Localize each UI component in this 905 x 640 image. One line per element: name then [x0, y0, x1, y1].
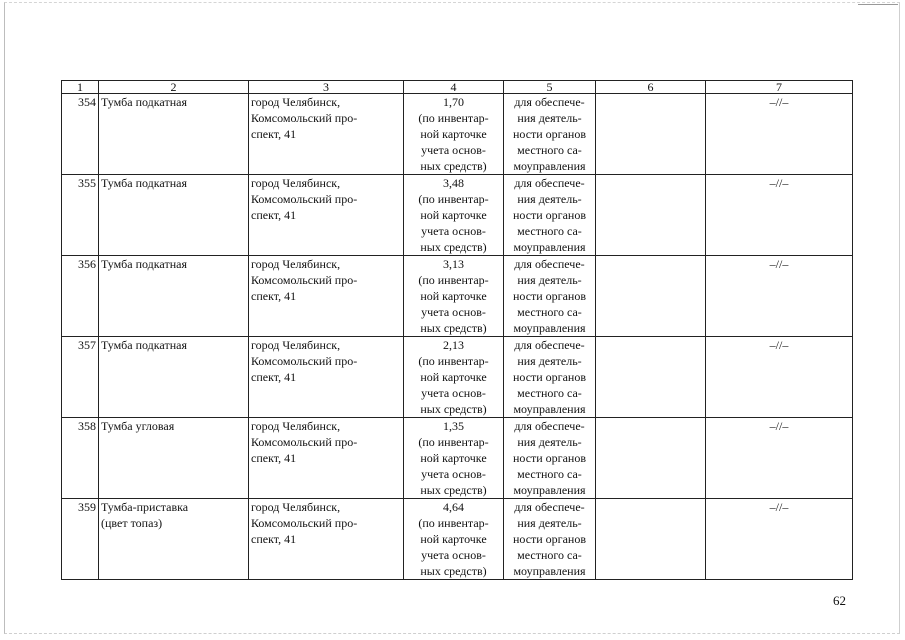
item-col6: [596, 256, 706, 337]
item-col6: [596, 499, 706, 580]
item-col7: –//–: [706, 418, 853, 499]
table-row: [62, 418, 853, 499]
header-col-1: 1: [62, 81, 99, 94]
item-col7: –//–: [706, 256, 853, 337]
item-col6: [596, 175, 706, 256]
table-body: [62, 94, 853, 580]
item-col6: [596, 94, 706, 175]
row-number: 354: [62, 94, 99, 175]
table-row: [62, 175, 853, 256]
header-col-7: 7: [706, 81, 853, 94]
item-col6: [596, 418, 706, 499]
item-purpose: для обеспече- ния деятель- ности органов местного са- моуправления: [504, 94, 596, 175]
item-purpose: для обеспече- ния деятель- ности органов местного са- моуправления: [504, 256, 596, 337]
item-address: город Челябинск, Комсомольский про- спект, 41: [249, 256, 404, 337]
item-address: город Челябинск, Комсомольский про- спект, 41: [249, 418, 404, 499]
item-address: город Челябинск, Комсомольский про- спект, 41: [249, 499, 404, 580]
header-col-3: 3: [249, 81, 404, 94]
item-col7: –//–: [706, 94, 853, 175]
row-number: 359: [62, 499, 99, 580]
item-purpose: для обеспече- ния деятель- ности органов местного са- моуправления: [504, 337, 596, 418]
item-value: 2,13 (по инвентар- ной карточке учета основ- ных средств): [404, 337, 504, 418]
item-value: 4,64 (по инвентар- ной карточке учета основ- ных средств): [404, 499, 504, 580]
row-number: 357: [62, 337, 99, 418]
item-address: город Челябинск, Комсомольский про- спект, 41: [249, 337, 404, 418]
item-name: Тумба подкатная: [99, 175, 249, 256]
item-value: 1,70 (по инвентар- ной карточке учета основ- ных средств): [404, 94, 504, 175]
row-number: 358: [62, 418, 99, 499]
inventory-table: [61, 80, 853, 580]
item-purpose: для обеспече- ния деятель- ности органов местного са- моуправления: [504, 175, 596, 256]
item-address: город Челябинск, Комсомольский про- спект, 41: [249, 175, 404, 256]
item-name: Тумба подкатная: [99, 256, 249, 337]
header-col-2: 2: [99, 81, 249, 94]
item-value: 3,48 (по инвентар- ной карточке учета основ- ных средств): [404, 175, 504, 256]
item-col7: –//–: [706, 337, 853, 418]
table-header: [62, 81, 853, 94]
table-row: [62, 499, 853, 580]
item-col7: –//–: [706, 499, 853, 580]
table-row: [62, 94, 853, 175]
scan-mark: [858, 4, 898, 5]
item-col6: [596, 337, 706, 418]
item-address: город Челябинск, Комсомольский про- спект, 41: [249, 94, 404, 175]
header-col-5: 5: [504, 81, 596, 94]
header-row: [62, 81, 853, 94]
header-col-4: 4: [404, 81, 504, 94]
page-number: 62: [833, 593, 846, 608]
row-number: 356: [62, 256, 99, 337]
item-name: Тумба подкатная: [99, 337, 249, 418]
header-col-6: 6: [596, 81, 706, 94]
item-purpose: для обеспече- ния деятель- ности органов местного са- моуправления: [504, 499, 596, 580]
row-number: 355: [62, 175, 99, 256]
item-value: 3,13 (по инвентар- ной карточке учета основ- ных средств): [404, 256, 504, 337]
table-row: [62, 256, 853, 337]
table-row: [62, 337, 853, 418]
item-value: 1,35 (по инвентар- ной карточке учета основ- ных средств): [404, 418, 504, 499]
item-name: Тумба подкатная: [99, 94, 249, 175]
item-col7: –//–: [706, 175, 853, 256]
item-name: Тумба-приставка (цвет топаз): [99, 499, 249, 580]
item-purpose: для обеспече- ния деятель- ности органов местного са- моуправления: [504, 418, 596, 499]
item-name: Тумба угловая: [99, 418, 249, 499]
